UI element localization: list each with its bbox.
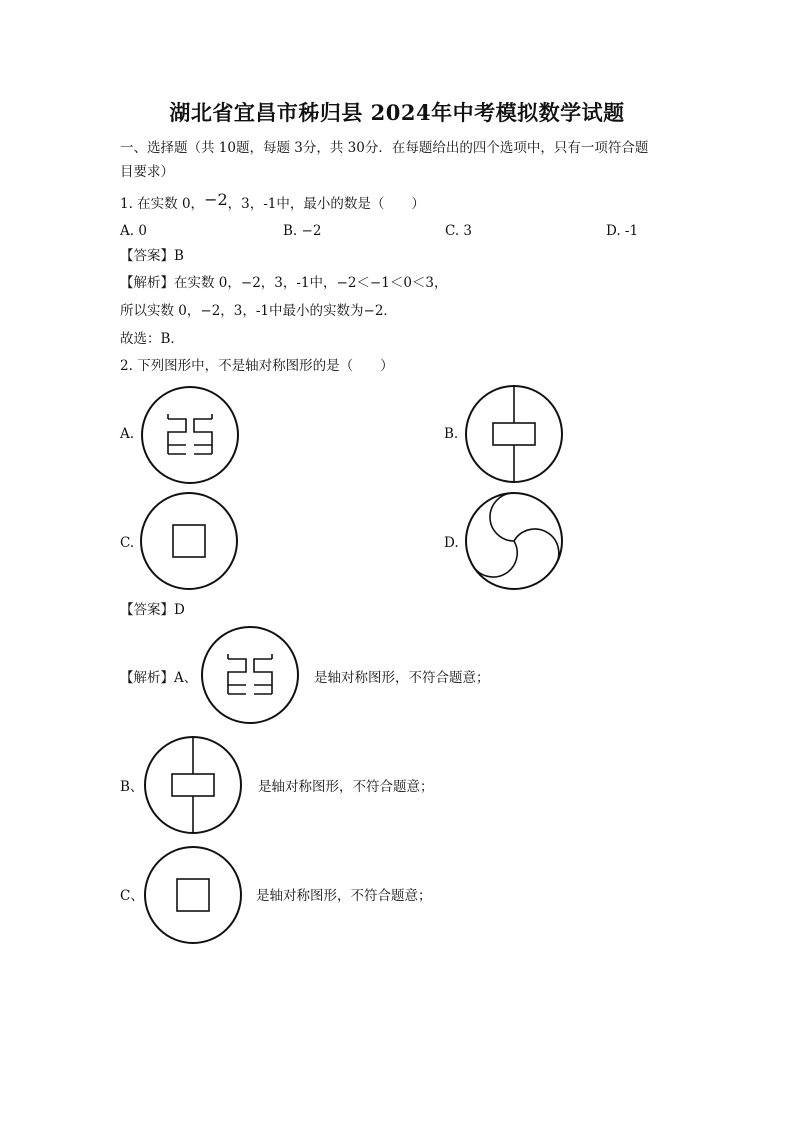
analysis-c-prefix: C、 xyxy=(120,888,144,904)
question-1-option-b: B. −2 xyxy=(283,223,322,239)
question-1-analysis-line2: 所以实数 0，−2，3，-1中最小的实数为−2． xyxy=(120,303,397,319)
figure-d-circle-with-pinwheel xyxy=(465,492,565,592)
figure-c-circle-with-square xyxy=(140,492,240,592)
document-title: 湖北省宜昌市秭归县 2024年中考模拟数学试题 xyxy=(169,100,625,125)
section-heading-line1: 一、选择题（共 10题，每题 3分，共 30分．在每题给出的四个选项中，只有一项符合题 xyxy=(120,140,649,156)
question-1-stem-neg2: −2 xyxy=(204,190,228,209)
question-2-stem: 2. 下列图形中，不是轴对称图形的是（ ） xyxy=(120,358,394,374)
question-1-option-c: C. 3 xyxy=(445,223,473,239)
question-2-label-b: B. xyxy=(444,426,459,442)
question-1-analysis-line1: 【解析】在实数 0，−2，3，-1中，−2＜−1＜0＜3， xyxy=(120,275,448,291)
question-1-stem xyxy=(120,190,425,214)
analysis-a-prefix: 【解析】A、 xyxy=(120,670,198,686)
analysis-b-figure xyxy=(144,736,244,836)
section-heading-line2: 目要求） xyxy=(120,164,174,180)
analysis-b-prefix: B、 xyxy=(120,779,144,795)
question-1-analysis-line3: 故选：B． xyxy=(120,331,184,347)
analysis-c-figure xyxy=(144,846,244,946)
question-1-stem-part-a: 1. 在实数 0， xyxy=(120,196,205,212)
figure-a-circle-with-s-shape xyxy=(140,386,242,486)
question-1-answer: 【答案】B xyxy=(120,248,184,264)
question-2-answer: 【答案】D xyxy=(120,602,185,618)
question-1-option-a: A. 0 xyxy=(120,223,147,239)
analysis-b-conclusion: 是轴对称图形，不符合题意； xyxy=(258,779,434,795)
figure-b-circle-with-rectangle xyxy=(465,385,565,485)
question-2-label-d: D. xyxy=(444,535,459,551)
analysis-c-conclusion: 是轴对称图形，不符合题意； xyxy=(256,888,432,904)
question-1-option-d: D. -1 xyxy=(606,223,639,239)
question-2-label-a: A. xyxy=(120,426,135,442)
analysis-a-conclusion: 是轴对称图形，不符合题意； xyxy=(314,670,490,686)
question-2-label-c: C. xyxy=(120,535,135,551)
question-1-stem-part-b: ，3，-1中，最小的数是（ ） xyxy=(227,196,425,212)
analysis-a-figure xyxy=(200,626,302,726)
